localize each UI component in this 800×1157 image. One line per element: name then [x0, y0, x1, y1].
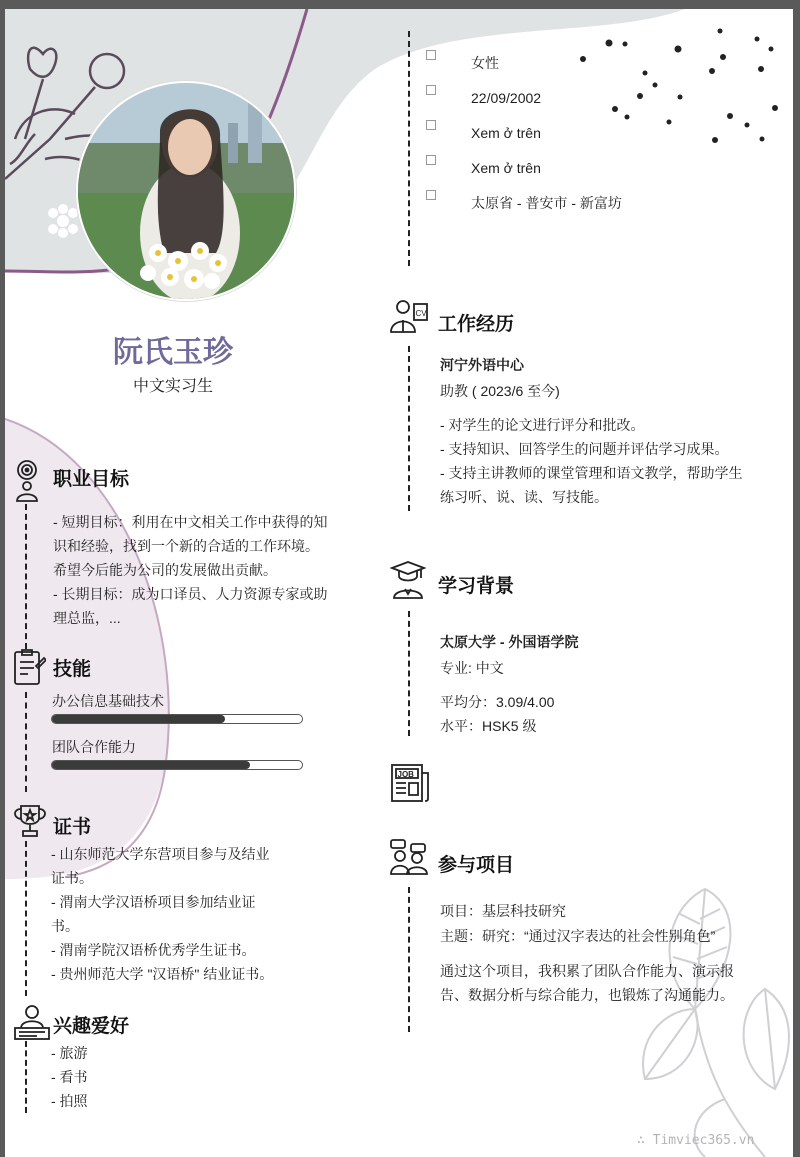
- education-major: 专业: 中文: [440, 660, 504, 676]
- certificate-line: - 贵州师范大学 "汉语桥" 结业证书。: [51, 966, 274, 982]
- education-heading: 学习背景: [438, 576, 515, 597]
- gender-value: 女性: [471, 55, 499, 71]
- skills-divider: [25, 692, 27, 792]
- project-description-line: 通过这个项目，我积累了团队合作能力、演示报: [440, 963, 734, 979]
- work-duty-line: - 支持主讲教师的课堂管理和语文教学，帮助学生: [440, 465, 743, 481]
- skill-progress-bar: [51, 714, 303, 724]
- objective-line: - 短期目标：利用在中文相关工作中获得的知: [53, 514, 328, 530]
- project-description-line: 告、数据分析与综合能力，也锻炼了沟通能力。: [440, 987, 734, 1003]
- email-value: Xem ở trên: [471, 160, 541, 176]
- objective-line: 识和经验，找到一个新的合适的工作环境。: [53, 538, 319, 554]
- phone-value: Xem ở trên: [471, 125, 541, 141]
- certificate-line: 证书。: [51, 870, 93, 886]
- skill-progress-fill: [52, 715, 225, 723]
- education-level: 水平：HSK5 级: [440, 718, 537, 734]
- skill-progress-bar: [51, 760, 303, 770]
- resume-page: [5, 9, 793, 1157]
- svg-text:JOB: JOB: [397, 770, 414, 779]
- work-divider: [408, 346, 410, 511]
- work-heading: 工作经历: [438, 314, 515, 335]
- work-duty-line: - 对学生的论文进行评分和批改。: [440, 417, 645, 433]
- education-gpa: 平均分：3.09/4.00: [440, 694, 555, 710]
- skill-label: 办公信息基础技术: [52, 693, 164, 709]
- objective-heading: 职业目标: [53, 469, 130, 490]
- education-divider: [408, 611, 410, 736]
- skills-list-icon: [12, 648, 46, 691]
- candidate-title: 中文实习生: [132, 378, 213, 395]
- cv-person-icon: [389, 298, 429, 339]
- people-meeting-icon: [389, 838, 429, 881]
- checkbox-icon: [426, 190, 436, 200]
- skill-progress-fill: [52, 761, 250, 769]
- objective-line: 理总监，...: [53, 610, 121, 626]
- svg-text:CV: CV: [415, 309, 427, 318]
- certificate-line: - 渭南大学汉语桥项目参加结业证: [51, 894, 256, 910]
- hobby-item: - 旅游: [51, 1045, 88, 1061]
- skill-label: 团队合作能力: [52, 739, 136, 755]
- work-company: 河宁外语中心: [440, 357, 524, 373]
- hobbies-heading: 兴趣爱好: [53, 1016, 130, 1037]
- graduate-icon: [390, 560, 426, 605]
- certificate-line: - 山东师范大学东营项目参与及结业: [51, 846, 270, 862]
- work-duty-line: - 支持知识、回答学生的问题并评估学习成果。: [440, 441, 729, 457]
- education-school: 太原大学 - 外国语学院: [440, 634, 579, 650]
- hobby-item: - 拍照: [51, 1093, 88, 1109]
- job-newspaper-icon: [390, 763, 430, 808]
- checkbox-icon: [426, 50, 436, 60]
- hobby-item: - 看书: [51, 1069, 88, 1085]
- checkbox-icon: [426, 155, 436, 165]
- trophy-icon: [11, 804, 49, 845]
- checkbox-icon: [426, 120, 436, 130]
- project-name: 项目：基层科技研究: [440, 903, 566, 919]
- birthdate-value: 22/09/2002: [471, 90, 542, 106]
- certificate-line: - 渭南学院汉语桥优秀学生证书。: [51, 942, 256, 958]
- hobbies-divider: [25, 1041, 27, 1113]
- objective-line: 希望今后能为公司的发展做出贡献。: [53, 562, 277, 578]
- project-topic: 主题：研究：“通过汉字表达的社会性别角色”: [440, 928, 716, 944]
- candidate-name: 阮氏玉珍: [113, 336, 233, 369]
- certificates-heading: 证书: [53, 817, 92, 838]
- certificates-divider: [25, 841, 27, 996]
- projects-heading: 参与项目: [438, 855, 515, 876]
- projects-divider: [408, 887, 410, 1032]
- target-person-icon: [11, 460, 43, 507]
- work-duty-line: 练习听、说、读、写技能。: [440, 489, 608, 505]
- person-easel-icon: [13, 1004, 51, 1047]
- address-value: 太原省 - 普安市 - 新富坊: [471, 195, 622, 211]
- personal-info-divider: [408, 31, 410, 266]
- objective-divider: [25, 504, 27, 649]
- work-role: 助教 ( 2023/6 至今): [440, 383, 560, 399]
- certificate-line: 书。: [51, 918, 79, 934]
- objective-line: - 长期目标：成为口译员、人力资源专家或助: [53, 586, 328, 602]
- skills-heading: 技能: [53, 659, 92, 680]
- checkbox-icon: [426, 85, 436, 95]
- profile-photo: [76, 81, 296, 301]
- watermark: ∴ Timviec365.vn: [637, 1133, 755, 1148]
